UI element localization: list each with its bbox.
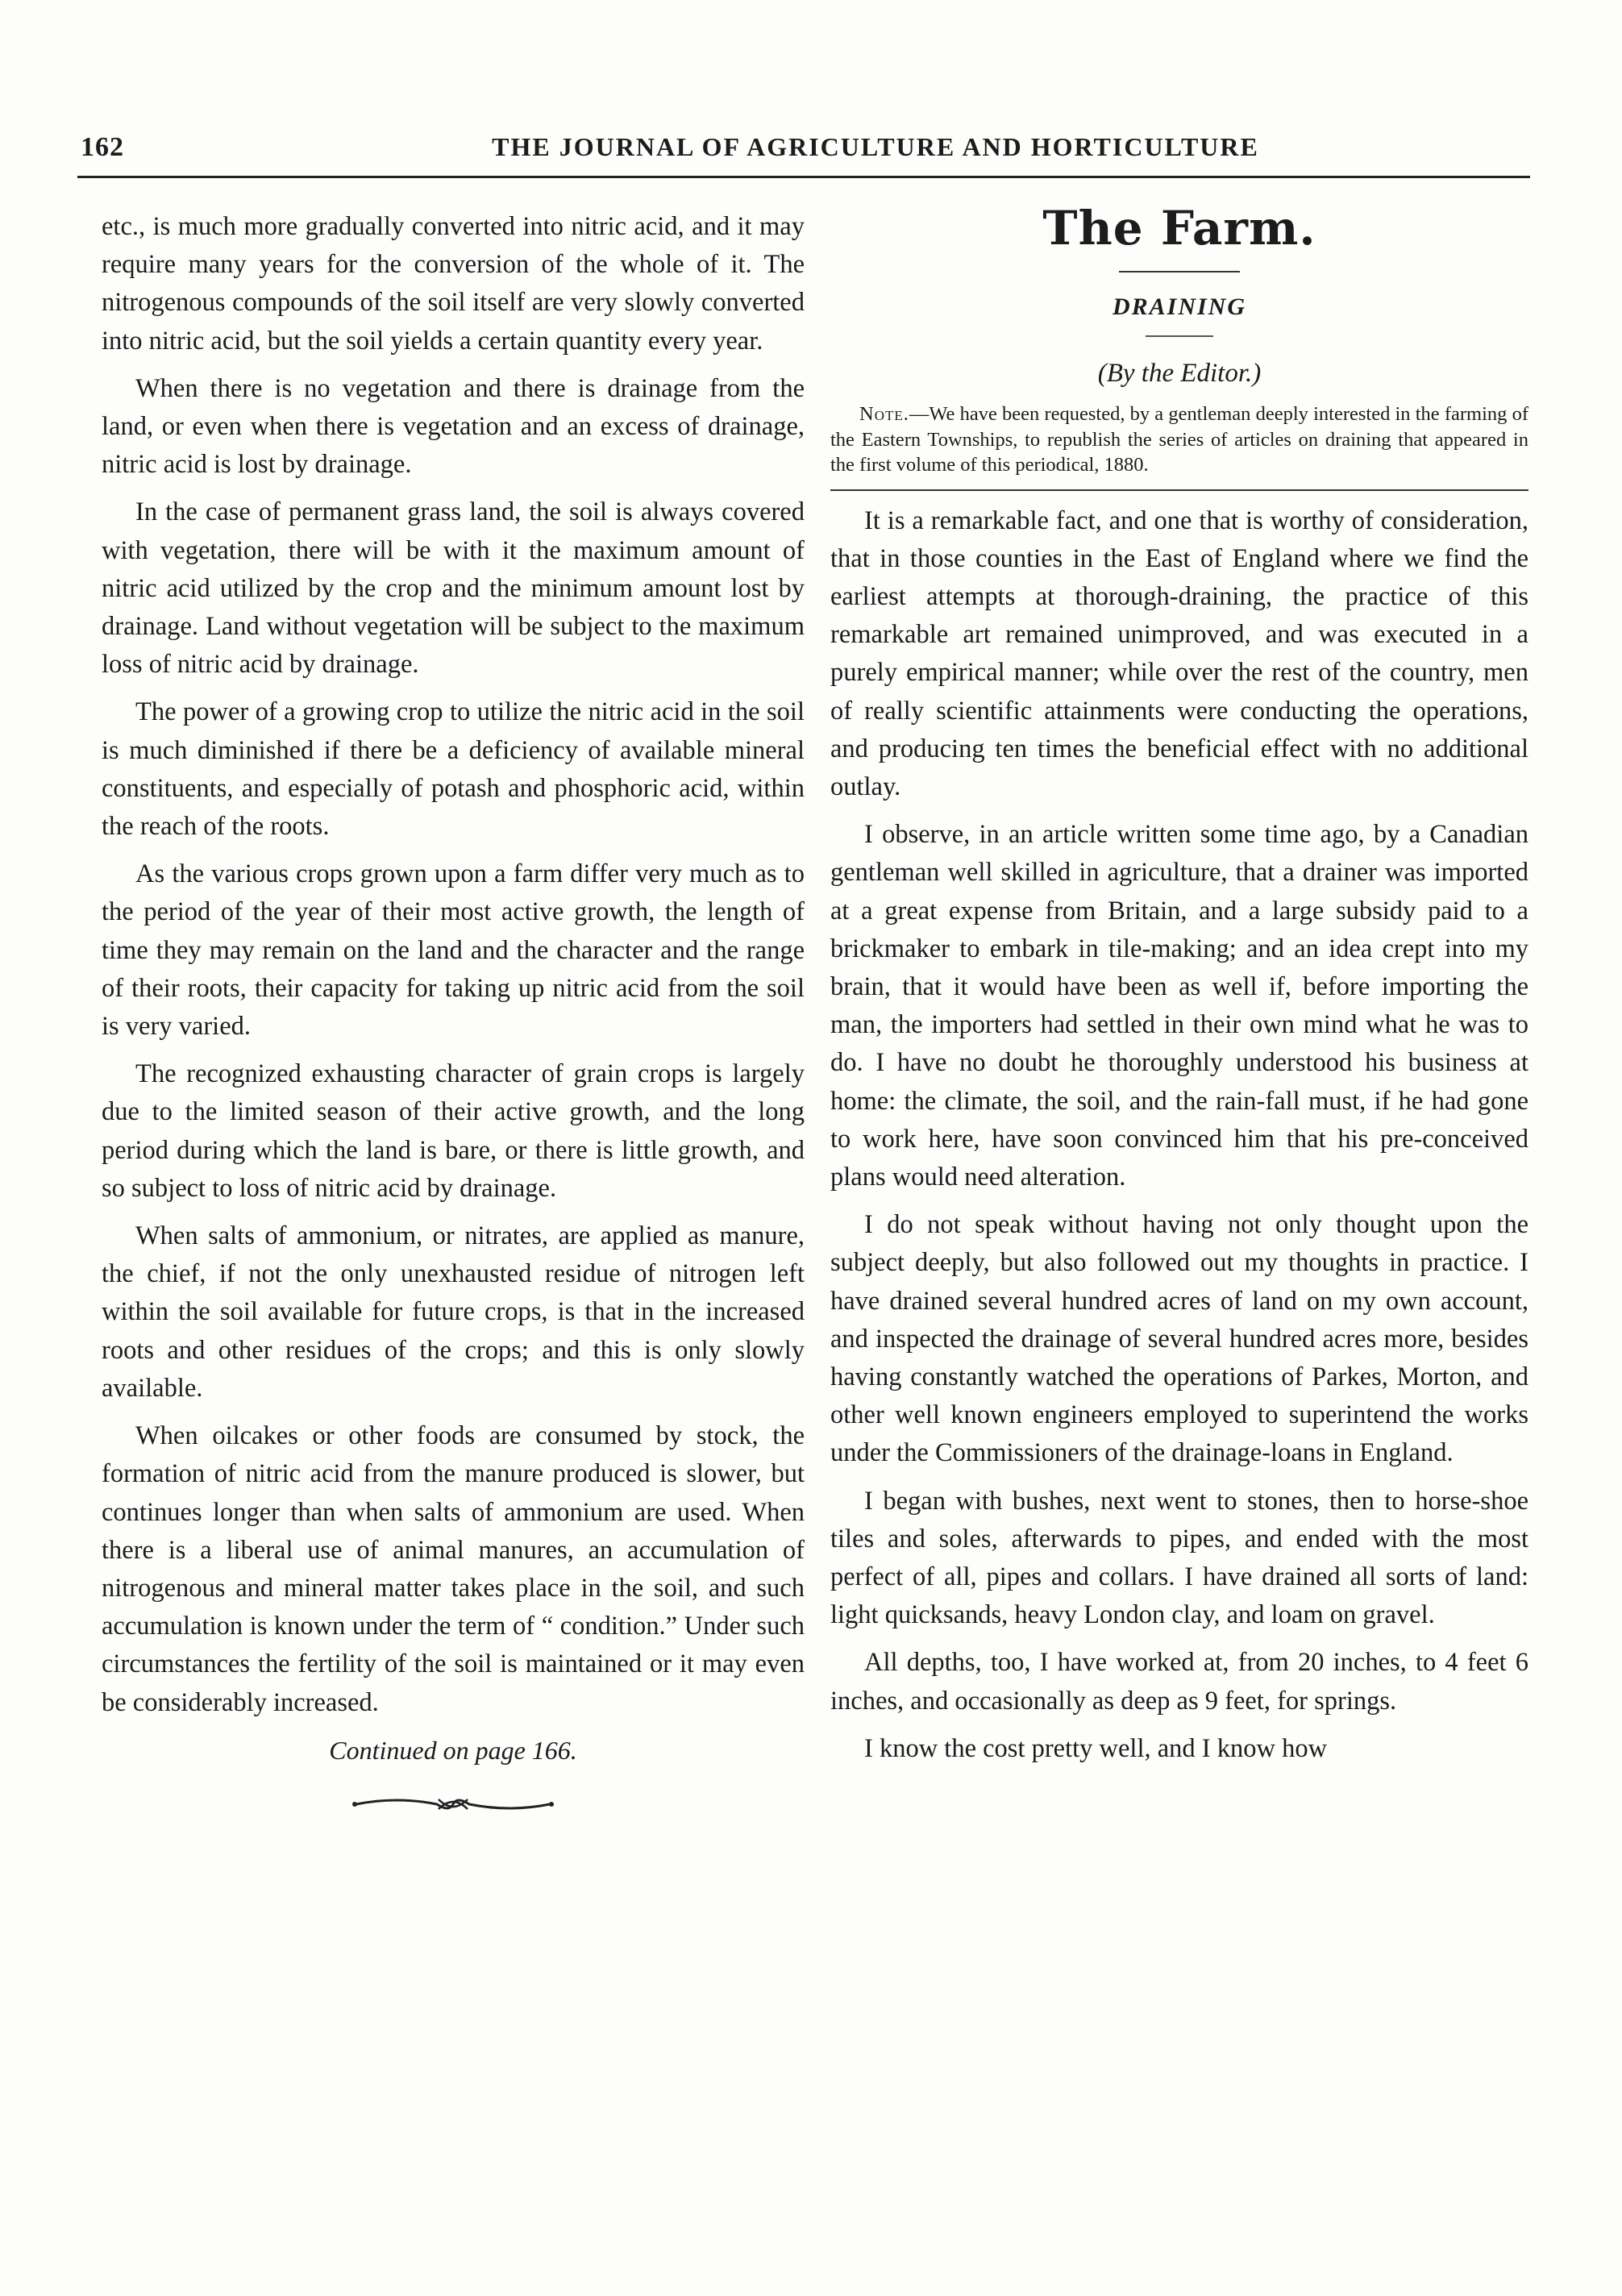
paragraph: When there is no vegetation and there is drainage from the land, or even when there is vegetation and an excess of drainage, nitric acid is lost by drainage. <box>102 373 805 480</box>
article-title: DRAINING <box>1112 293 1247 320</box>
note-label: Note. <box>859 403 909 425</box>
paragraph: I began with bushes, next went to stones, then to horse-shoe tiles and soles, afterwards to pipes, and ended with the most perfect of all, pipes and collars. I have drained all sorts of land: light quicksands, heavy London clay, and loam on gravel. <box>830 1486 1528 1630</box>
paragraph: When oilcakes or other foods are consumed by stock, the formation of nitric acid from the manure produced is slower, but continues longer than when salts of ammonium are used. When there is a liberal use of animal manures, an accumulation of nitrogenous and mineral matter takes place in the soil, and such accumulation is known under the term of “ condition.” Under such circumstances the fertility of the soil is maintained or it may even be considerably increased. <box>102 1421 805 1717</box>
paragraph: etc., is much more gradually converted into nitric acid, and it may require many years for the conversion of the whole of it. The nitrogenous compounds of the soil itself are very slowly converted into nitric acid, but the soil yields a certain quantity every year. <box>102 212 805 356</box>
byline: (By the Editor.) <box>1097 359 1262 388</box>
page-header <box>77 129 1528 174</box>
article-title-rule <box>1146 335 1213 337</box>
paragraph: In the case of permanent grass land, the soil is always covered with vegetation, there will be with it the maximum amount of nitric acid utilized by the crop and the minimum amount lost by drainage. Land without vegetation will be subject to the maximum loss of nitric acid by drainage. <box>102 497 805 680</box>
right-column <box>830 201 1528 1778</box>
continued-note: Continued on page 166. <box>329 1735 577 1765</box>
paragraph: I do not speak without having not only thought upon the subject deeply, but also followed out my thoughts in practice. I have drained several hundred acres of land on my own account, and inspected the drainage of several hundred acres more, besides having constantly watched the operations of Parkes, Morton, and other well known engineers employed to superintend the works under the Commissioners of the drainage-loans in England. <box>830 1210 1528 1468</box>
title-rule <box>1119 271 1240 272</box>
section-title: The Farm. <box>1042 201 1316 256</box>
paragraph: I know the cost pretty well, and I know how <box>864 1733 1328 1763</box>
left-column <box>102 208 805 1819</box>
running-title: THE JOURNAL OF AGRICULTURE AND HORTICULTURE <box>492 132 1259 161</box>
paragraph: The recognized exhausting character of grain crops is largely due to the limited season of their active growth, and the long period during which the land is bare, or there is little growth, and so subject to loss of nitric acid by drainage. <box>102 1059 805 1203</box>
note-rule <box>830 489 1528 491</box>
editor-note <box>830 401 1528 478</box>
header-rule <box>77 176 1530 178</box>
paragraph: I observe, in an article written some time ago, by a Canadian gentleman well skilled in agriculture, that a drainer was imported at a great expense from Britain, and a large subsidy paid to a brickmaker to embark in tile-making; and an idea crept into my brain, that it would have been as well if, before importing the man, the importers had settled in their own mind what he was to do. I have no doubt he thoroughly understood his business at home: the climate, the soil, and the rain-fall must, if he had gone to work here, have soon convinced him that his pre-conceived plans would need alteration. <box>830 820 1528 1192</box>
note-text: —We have been requested, by a gentleman deeply interested in the farming of the Eastern Townships, to republish the series of articles on draining that appeared in the first volume of this periodical, 1880. <box>830 403 1528 476</box>
ornament-flourish-icon <box>348 1790 558 1819</box>
paragraph: All depths, too, I have worked at, from 20 inches, to 4 feet 6 inches, and occasionally as deep as 9 feet, for springs. <box>830 1648 1528 1716</box>
page-number: 162 <box>81 132 124 162</box>
paragraph: When salts of ammonium, or nitrates, are applied as manure, the chief, if not the only unexhausted residue of nitrogen left within the soil available for future crops, is that in the increased roots and other residues of the crops; and this is only slowly available. <box>102 1221 805 1403</box>
paragraph: It is a remarkable fact, and one that is worthy of consideration, that in those counties in the East of England where we find the earliest attempts at thorough-draining, the practice of this remarkable art remained unimproved, and was executed in a purely empirical manner; while over the rest of the country, men of really scientific attainments were conducting the operations, and producing ten times the beneficial effect with no additional outlay. <box>830 505 1528 801</box>
paragraph: The power of a growing crop to utilize the nitric acid in the soil is much diminished if there be a deficiency of available mineral constituents, and especially of potash and phosphoric acid, within the reach of the roots. <box>102 697 805 842</box>
paragraph: As the various crops grown upon a farm differ very much as to the period of the year of their most active growth, the length of time they may remain on the land and the character and the range of their roots, their capacity for taking up nitric acid from the soil is very varied. <box>102 859 805 1042</box>
